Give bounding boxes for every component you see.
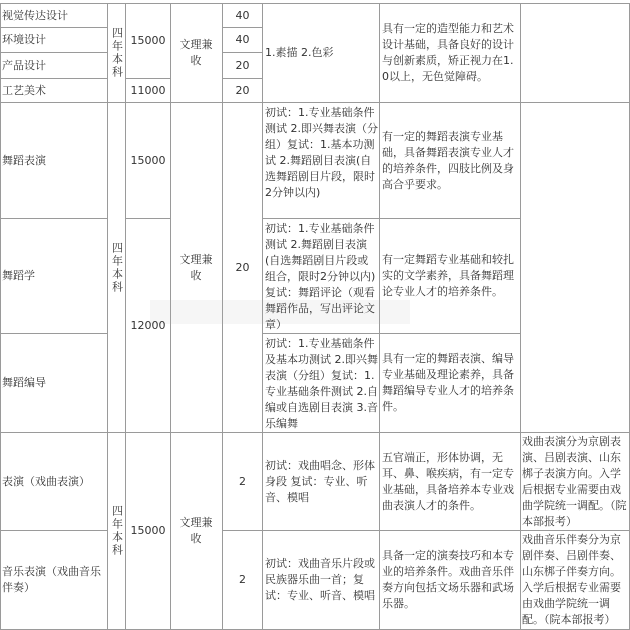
subject-type: 文理兼收 (179, 38, 213, 67)
major-name: 舞蹈编导 (2, 376, 46, 389)
plan-count: 20 (235, 83, 250, 97)
tuition: 11000 (130, 83, 166, 97)
plan-count: 20 (235, 58, 250, 72)
tuition: 15000 (130, 153, 166, 167)
notes: 戏曲音乐伴奏分为京剧伴奏、吕剧伴奏、山东梆子伴奏方向。入学后根据专业需要由戏曲学院统一调配。（院本部报考） (522, 533, 621, 626)
major-name: 舞蹈表演 (2, 153, 46, 167)
duration: 四年本科 (110, 241, 124, 294)
exam-subjects: 初试：1.专业基础条件测试 2.即兴舞表演（分组）复试：1.基本功测试 2.舞蹈剧目表演(自选舞蹈剧目片段，限时2分钟以内) (265, 106, 378, 199)
duration-cell (108, 4, 125, 102)
col-border (520, 3, 521, 630)
major-name: 产品设计 (2, 58, 46, 72)
plan-count: 2 (239, 474, 246, 488)
exam-subjects: 初试：1.专业基础条件测试 2.舞蹈剧目表演(自选舞蹈剧目片段或组合，限时2分钟以内)复试：舞蹈评论（观看舞蹈作品，写出评论文章） (265, 222, 376, 331)
major-name: 工艺美术 (2, 83, 46, 97)
tuition: 15000 (130, 524, 166, 537)
major-name: 舞蹈学 (2, 269, 35, 282)
major-name: 视觉传达设计 (2, 8, 68, 22)
plan-count: 2 (239, 573, 246, 586)
duration-cell (108, 103, 125, 432)
notes: 戏曲表演分为京剧表演、吕剧表演、山东梆子表演方向。入学后根据专业需要由戏曲学院统一调配。（院本部报考） (522, 434, 627, 528)
tuition: 12000 (130, 318, 166, 332)
requirements: 有一定舞蹈专业基础和较扎实的文学素养，具备舞蹈理论专业人才的培养条件。 (382, 253, 514, 298)
requirements: 具有一定的造型能力和艺术设计基础，具备良好的设计与创新素质，矫正视力在1.0以上，无色觉障碍。 (382, 22, 514, 83)
subject-type: 文理兼收 (179, 516, 213, 545)
major-name: 表演（戏曲表演） (2, 474, 90, 488)
exam-subjects: 初试：1.专业基础条件及基本功测试 2.即兴舞表演（分组）复试：1.专业基础条件测试 2.自编或自选剧目表演 3.音乐编舞 (265, 337, 378, 430)
major-name: 音乐表演（戏曲音乐伴奏） (2, 565, 101, 594)
subject-type: 文理兼收 (179, 252, 213, 282)
exam-subjects: 初试：戏曲唱念、形体身段 复试：专业、听音、模唱 (265, 458, 375, 504)
plan-count: 40 (235, 8, 250, 22)
plan-count: 20 (235, 260, 250, 274)
duration: 四年本科 (110, 27, 124, 79)
requirements: 具备一定的演奏技巧和本专业的培养条件。戏曲音乐伴奏方向包括文场乐器和武场乐器。 (382, 549, 514, 610)
requirements: 有一定的舞蹈表演专业基础，具备舞蹈表演专业人才的培养条件，四肢比例及身高合乎要求。 (382, 129, 514, 191)
requirements: 五官端正，形体协调，无耳、鼻、喉疾病，有一定专业基础，具备培养本专业戏曲表演人才的条件。 (382, 450, 514, 512)
tuition: 15000 (130, 34, 166, 47)
major-name: 环境设计 (2, 33, 46, 46)
col-border (0, 3, 1, 630)
exam-subjects: 初试：戏曲音乐片段或民族器乐曲一首；复试：专业、听音、模唱 (265, 557, 375, 602)
duration: 四年本科 (110, 505, 124, 557)
exam-subjects: 1.素描 2.色彩 (265, 46, 334, 59)
duration-cell (108, 433, 125, 629)
plan-count: 40 (235, 33, 250, 46)
requirements: 具有一定的舞蹈表演、编导专业基础及理论素养，具备舞蹈编导专业人才的培养条件。 (382, 352, 514, 413)
